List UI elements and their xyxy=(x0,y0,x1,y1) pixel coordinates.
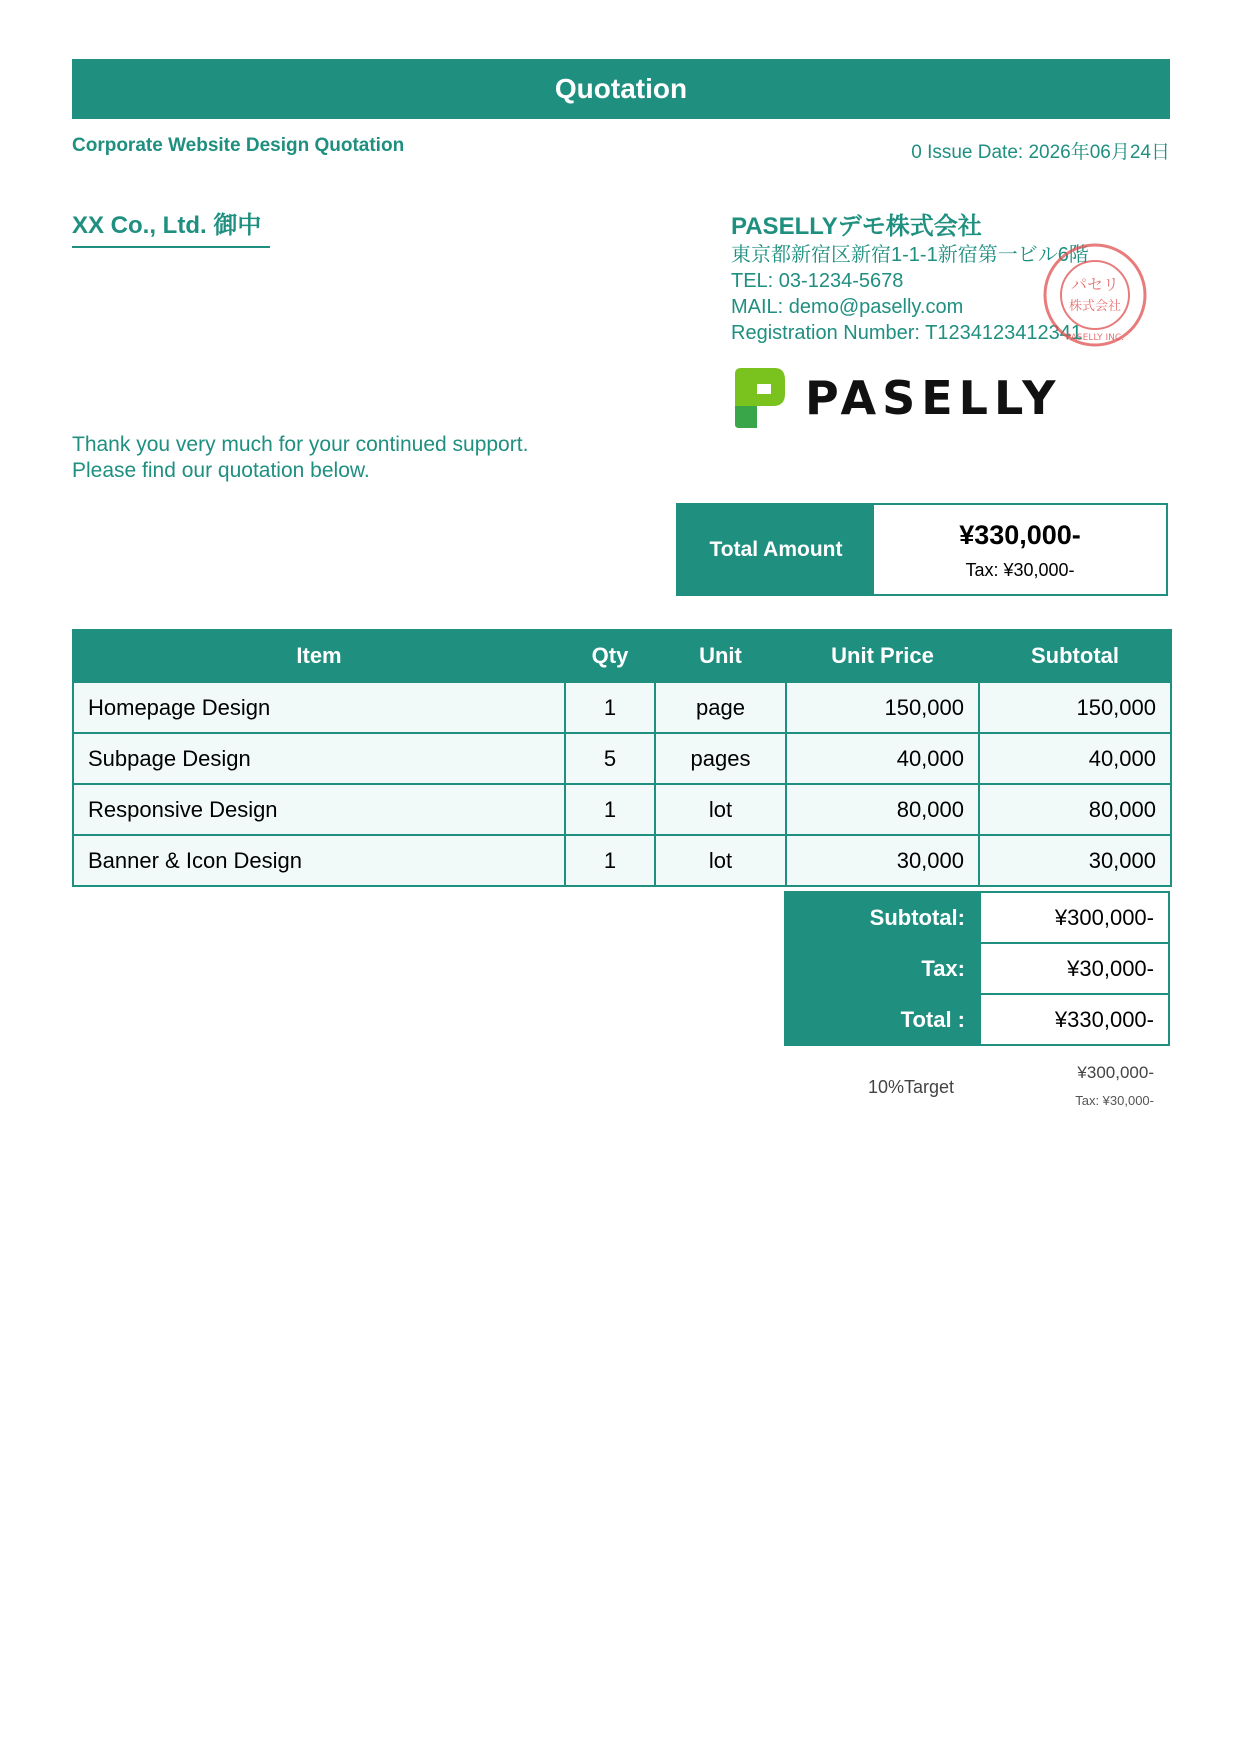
cell-subtotal: 150,000 xyxy=(979,682,1171,733)
table-row xyxy=(73,835,1171,886)
header-qty: Qty xyxy=(565,630,655,682)
cell-item: Subpage Design xyxy=(73,733,565,784)
svg-text:株式会社: 株式会社 xyxy=(1068,299,1122,314)
summary-row-subtotal xyxy=(785,892,1169,943)
cell-unit-price: 40,000 xyxy=(786,733,979,784)
greeting-line-1: Thank you very much for your continued support. xyxy=(72,433,529,456)
cell-subtotal: 80,000 xyxy=(979,784,1171,835)
quotation-subject: Corporate Website Design Quotation xyxy=(72,135,405,156)
summary-table xyxy=(784,891,1170,1046)
total-tax-value: Tax: ¥30,000- xyxy=(965,560,1075,580)
company-mail: MAIL: demo@paselly.com xyxy=(731,296,964,318)
items-table xyxy=(72,629,1172,887)
company-name: PASELLYデモ株式会社 xyxy=(731,213,982,240)
header-unit: Unit xyxy=(655,630,786,682)
cell-qty: 5 xyxy=(565,733,655,784)
summary-total-value: ¥330,000- xyxy=(980,994,1169,1045)
cell-unit: pages xyxy=(655,733,786,784)
company-tel: TEL: 03-1234-5678 xyxy=(731,270,904,292)
cell-unit-price: 30,000 xyxy=(786,835,979,886)
header-unit-price: Unit Price xyxy=(786,630,979,682)
client-name: XX Co., Ltd. 御中 xyxy=(72,212,270,248)
company-address: 東京都新宿区新宿1-1-1新宿第一ビル6階 xyxy=(731,244,1089,266)
total-amount-label: Total Amount xyxy=(678,505,874,594)
cell-item: Responsive Design xyxy=(73,784,565,835)
summary-tax-value: ¥30,000- xyxy=(980,943,1169,994)
cell-item: Homepage Design xyxy=(73,682,565,733)
summary-tax-label: Tax: xyxy=(785,943,980,994)
cell-unit: page xyxy=(655,682,786,733)
svg-text:パセリ: パセリ xyxy=(1070,275,1120,294)
cell-qty: 1 xyxy=(565,835,655,886)
svg-text:PASELLY INC.: PASELLY INC. xyxy=(1065,333,1125,343)
summary-row-tax xyxy=(785,943,1169,994)
tax-rate-label: 10%Target xyxy=(868,1077,955,1097)
cell-unit: lot xyxy=(655,835,786,886)
document-title: Quotation xyxy=(72,59,1170,119)
cell-unit-price: 150,000 xyxy=(786,682,979,733)
summary-subtotal-label: Subtotal: xyxy=(785,892,980,943)
greeting-line-2: Please find our quotation below. xyxy=(72,459,370,482)
cell-subtotal: 40,000 xyxy=(979,733,1171,784)
table-row xyxy=(73,682,1171,733)
header-subtotal: Subtotal xyxy=(979,630,1171,682)
company-registration: Registration Number: T1234123412341 xyxy=(731,322,1082,344)
cell-unit: lot xyxy=(655,784,786,835)
svg-text:PASELLY: PASELLY xyxy=(805,371,1061,425)
total-amount-box xyxy=(676,503,1168,596)
header-item: Item xyxy=(73,630,565,682)
cell-qty: 1 xyxy=(565,784,655,835)
summary-total-label: Total : xyxy=(785,994,980,1045)
table-row xyxy=(73,733,1171,784)
tax-target-tax: Tax: ¥30,000- xyxy=(1075,1093,1154,1108)
cell-unit-price: 80,000 xyxy=(786,784,979,835)
issue-date: 0 Issue Date: 2026年06月24日 xyxy=(911,142,1170,163)
cell-item: Banner & Icon Design xyxy=(73,835,565,886)
greeting-message xyxy=(72,432,528,484)
summary-row-total xyxy=(785,994,1169,1045)
company-info xyxy=(731,212,1089,346)
summary-subtotal-value: ¥300,000- xyxy=(980,892,1169,943)
paselly-logo xyxy=(731,366,1061,430)
cell-qty: 1 xyxy=(565,682,655,733)
cell-subtotal: 30,000 xyxy=(979,835,1171,886)
tax-target-amount: ¥300,000- xyxy=(1077,1063,1154,1082)
total-amount-value: ¥330,000- xyxy=(959,520,1081,550)
company-seal-stamp xyxy=(1040,240,1150,350)
table-row xyxy=(73,784,1171,835)
